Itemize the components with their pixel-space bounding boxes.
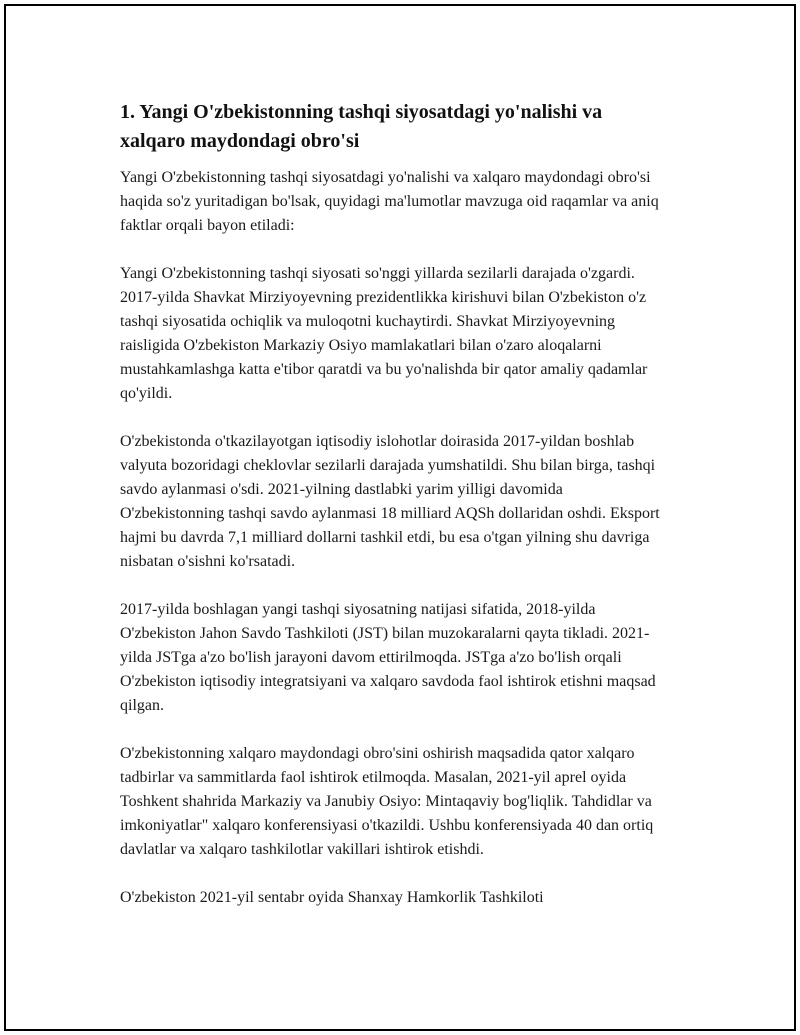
paragraph-sco: O'zbekiston 2021-yil sentabr oyida Shanxay Hamkorlik Tashkiloti	[120, 889, 544, 906]
paragraph-wto: 2017-yilda boshlagan yangi tashqi siyosatning natijasi sifatida, 2018-yilda O'zbekiston Jahon Savdo Tashkiloti (JST) bilan muzokaralarni qayta tikladi. 2021-yilda JSTga a'zo bo'lish jarayoni davom ettirilmoqda. JSTga a'zo bo'lish orqali O'zbekiston iqtisodiy integratsiyani va xalqaro savdoda faol ishtirok etishni maqsad qilgan.	[120, 601, 656, 714]
paragraph-foreign-policy: Yangi O'zbekistonning tashqi siyosati so'nggi yillarda sezilarli darajada o'zgardi. 2017-yilda Shavkat Mirziyoyevning prezidentlikka kirishuvi bilan O'zbekiston o'z tashqi siyosatida ochiqlik va muloqotni kuchaytirdi. Shavkat Mirziyoyevning raisligida O'zbekiston Markaziy Osiyo mamlakatlari bilan o'zaro aloqalarni mustahkamlashga katta e'tibor qaratdi va bu yo'nalishda bir qator amaliy qadamlar qo'yildi.	[120, 265, 648, 402]
paragraph-international-events: O'zbekistonning xalqaro maydondagi obro'sini oshirish maqsadida qator xalqaro tadbirlar va sammitlarda faol ishtirok etilmoqda. Masalan, 2021-yil aprel oyida Toshkent shahrida Markaziy va Janubiy Osiyo: Mintaqaviy bog'liqlik. Tahdidlar va imkoniyatlar" xalqaro konferensiyasi o'tkazildi. Ushbu konferensiyada 40 dan ortiq davlatlar va xalqaro tashkilotlar vakillari ishtirok etishdi.	[120, 745, 654, 858]
document-page	[4, 4, 796, 1031]
section-heading: 1. Yangi O'zbekistonning tashqi siyosatdagi yo'nalishi va xalqaro maydondagi obro'si	[120, 101, 603, 152]
paragraph-intro: Yangi O'zbekistonning tashqi siyosatdagi yo'nalishi va xalqaro maydondagi obro'si haqida so'z yuritadigan bo'lsak, quyidagi ma'lumotlar mavzuga oid raqamlar va aniq faktlar orqali bayon etiladi:	[120, 169, 659, 234]
paragraph-economic-reforms: O'zbekistonda o'tkazilayotgan iqtisodiy islohotlar doirasida 2017-yildan boshlab valyuta bozoridagi cheklovlar sezilarli darajada yumshatildi. Shu bilan birga, tashqi savdo aylanmasi o'sdi. 2021-yilning dastlabki yarim yilligi davomida O'zbekistonning tashqi savdo aylanmasi 18 milliard AQSh dollaridan oshdi. Eksport hajmi bu davrda 7,1 milliard dollarni tashkil etdi, bu esa o'tgan yilning shu davriga nisbatan o'sishni ko'rsatadi.	[120, 433, 660, 570]
document-content	[120, 98, 668, 934]
